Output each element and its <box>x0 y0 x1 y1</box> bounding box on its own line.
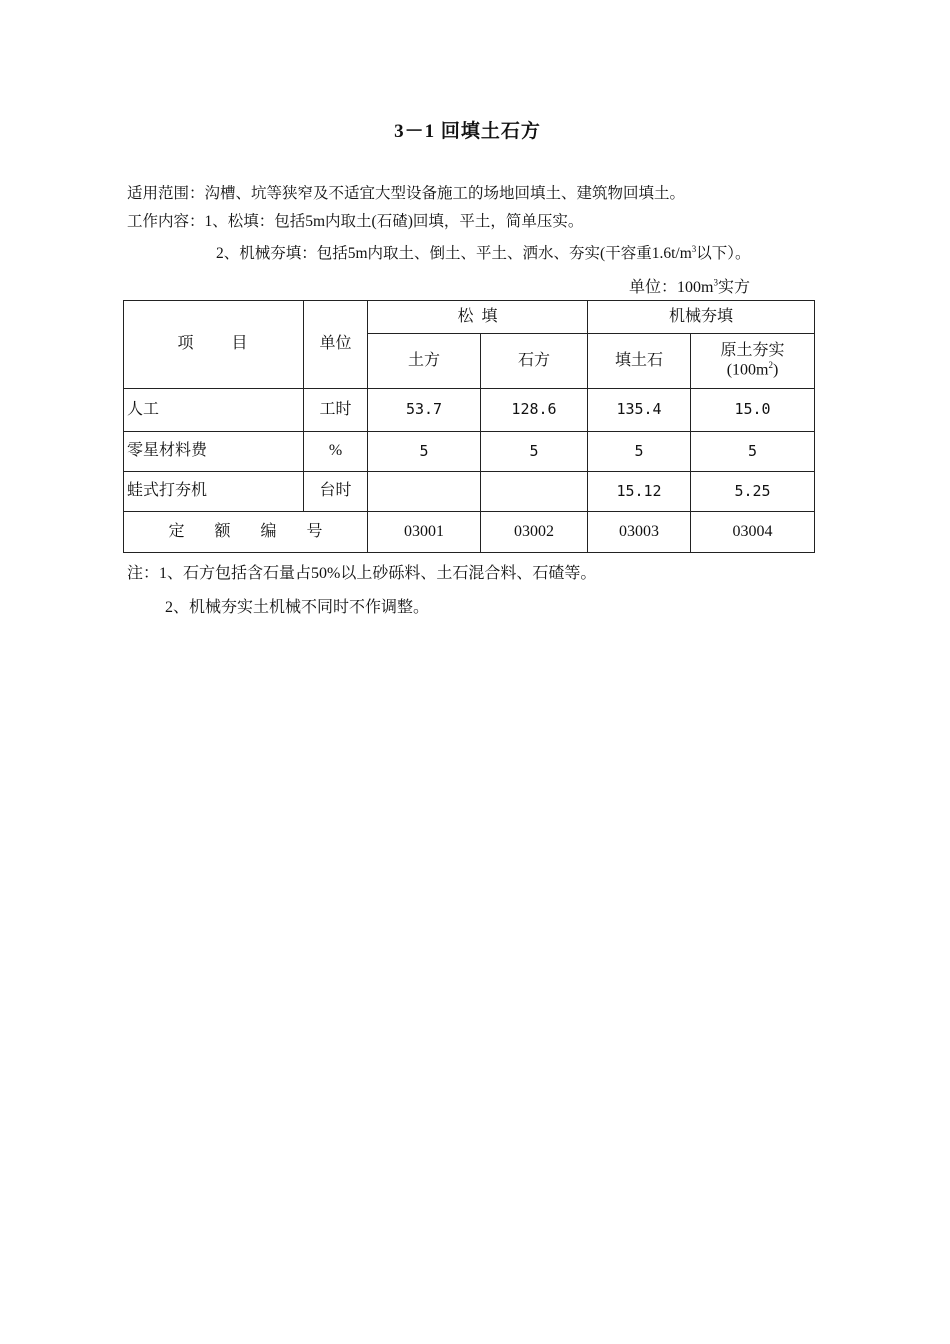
unit-tail: 实方 <box>717 279 750 296</box>
note-1: 注：1、石方包括含石量占50%以上砂砾料、土石混合料、石碴等。 <box>127 565 597 582</box>
header-item: 项 目 <box>124 301 304 389</box>
unit-label <box>629 274 750 297</box>
subheader-col4-close: ) <box>773 361 779 379</box>
scope-text: 适用范围：沟槽、坑等狭窄及不适宜大型设备施工的场地回填土、建筑物回填土。 <box>127 185 686 202</box>
row-value: 5 <box>368 432 481 472</box>
subheader-stone: 石方 <box>481 334 588 389</box>
subheader-col4-line2 <box>691 360 814 380</box>
table-row <box>124 472 815 512</box>
row-value: 15.12 <box>588 472 691 512</box>
row-unit: 工时 <box>304 389 368 432</box>
quota-code: 03001 <box>368 512 481 553</box>
header-unit: 单位 <box>304 301 368 389</box>
quota-code: 03004 <box>691 512 815 553</box>
row-item: 零星材料费 <box>124 432 304 472</box>
row-item: 人工 <box>124 389 304 432</box>
row-value: 15.0 <box>691 389 815 432</box>
unit-text: 单位：100m <box>629 279 714 296</box>
row-value: 53.7 <box>368 389 481 432</box>
quota-table <box>123 300 815 553</box>
superscript: 3 <box>691 243 697 254</box>
row-value: 5 <box>481 432 588 472</box>
subheader-earth: 土方 <box>368 334 481 389</box>
header-group-loose-fill: 松 填 <box>368 301 588 334</box>
superscript: 2 <box>768 360 773 371</box>
row-unit: % <box>304 432 368 472</box>
row-value: 128.6 <box>481 389 588 432</box>
code-label: 定额编号 <box>124 512 368 553</box>
table-row <box>124 389 815 432</box>
row-value: 135.4 <box>588 389 691 432</box>
row-value <box>368 472 481 512</box>
table-row-codes <box>124 512 815 553</box>
subheader-col4-unit: (100m <box>726 361 769 379</box>
note-2: 2、机械夯实土机械不同时不作调整。 <box>165 599 430 616</box>
row-value: 5 <box>691 432 815 472</box>
subheader-fill-earth-stone: 填土石 <box>588 334 691 389</box>
header-group-machine-tamp: 机械夯填 <box>588 301 815 334</box>
work-content-item-1: 工作内容：1、松填：包括5m内取土(石碴)回填，平土，简单压实。 <box>127 213 584 230</box>
row-unit: 台时 <box>304 472 368 512</box>
quota-code: 03003 <box>588 512 691 553</box>
work-content-item-2 <box>216 241 751 263</box>
table-row <box>124 432 815 472</box>
work-item-2-tail: 以下）。 <box>696 245 751 262</box>
superscript: 3 <box>713 277 718 288</box>
subheader-col4-line1: 原土夯实 <box>720 341 785 359</box>
quota-code: 03002 <box>481 512 588 553</box>
row-value: 5.25 <box>691 472 815 512</box>
work-item-2-text: 2、机械夯填：包括5m内取土、倒土、平土、洒水、夯实(干容重1.6t/m <box>216 245 692 262</box>
row-value: 5 <box>588 432 691 472</box>
page-title: 3－1 回填土石方 <box>394 121 541 142</box>
row-item: 蛙式打夯机 <box>124 472 304 512</box>
row-value <box>481 472 588 512</box>
subheader-original-soil-tamp <box>691 334 815 389</box>
